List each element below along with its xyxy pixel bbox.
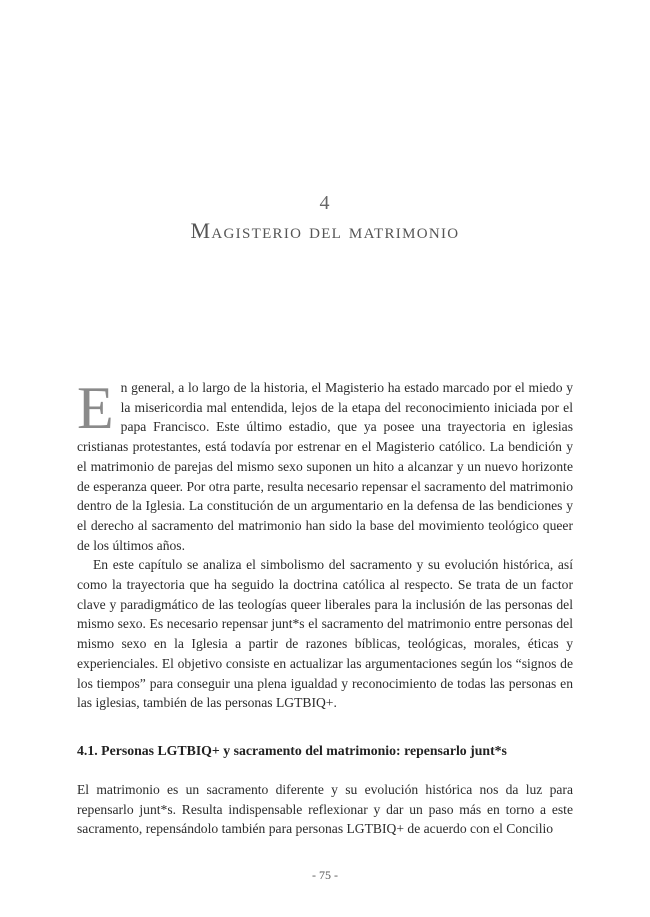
drop-cap: E: [77, 375, 114, 441]
section-paragraph-1: El matrimonio es un sacramento diferente y su evolución histórica nos da luz para repensarlo junt*s. Resulta indispensable reflexionar y dar un paso más en torno a este sacramento, repensándolo también para personas LGTBIQ+ de acuerdo con el Concilio: [77, 782, 573, 837]
chapter-intro: [77, 375, 573, 713]
chapter-number: 4: [319, 192, 331, 214]
chapter-title: Magisterio del matrimonio: [190, 218, 460, 243]
intro-paragraph-2: En este capítulo se analiza el simbolismo del sacramento y su evolución histórica, así como la trayectoria que ha seguido la doctrina católica al respecto. Se trata de un factor clave y paradigmático de las teologías queer liberales para la inclusión de las personas del mismo sexo. Es necesario repensar junt*s el sacramento del matrimonio entre personas del mismo sexo en la Iglesia a partir de razones bíblicas, teológicas, morales, éticas y experienciales. El objetivo consiste en actualizar las argumentaciones según los “signos de los tiempos” para conseguir una plena igualdad y reconocimiento de todas las personas en las iglesias, también de las personas LGTBIQ+.: [77, 557, 573, 711]
section-heading: 4.1. Personas LGTBIQ+ y sacramento del matrimonio: repensarlo junt*s: [77, 743, 507, 758]
section-body: [77, 780, 573, 839]
page-number: - 75 -: [312, 868, 338, 882]
intro-paragraph-1: [77, 375, 573, 555]
intro-paragraph-1-text: n general, a lo largo de la historia, el Magisterio ha estado marcado por el miedo y la misericordia mal entendida, lejos de la etapa del reconocimiento iniciada por el papa Francisco. Este último estadio, que ya posee una trayectoria en iglesias cristianas protestantes, está todavía por estrenar en el Magisterio católico. La bendición y el matrimonio de parejas del mismo sexo suponen un hito a alcanzar y un nuevo horizonte de esperanza queer. Por otra parte, resulta necesario repensar el sacramento del matrimonio dentro de la Iglesia. La constitución de un argumentario en la defensa de las bendiciones y el derecho al sacramento del matrimonio han sido la base del movimiento teológico queer de los últimos años.: [77, 380, 573, 553]
